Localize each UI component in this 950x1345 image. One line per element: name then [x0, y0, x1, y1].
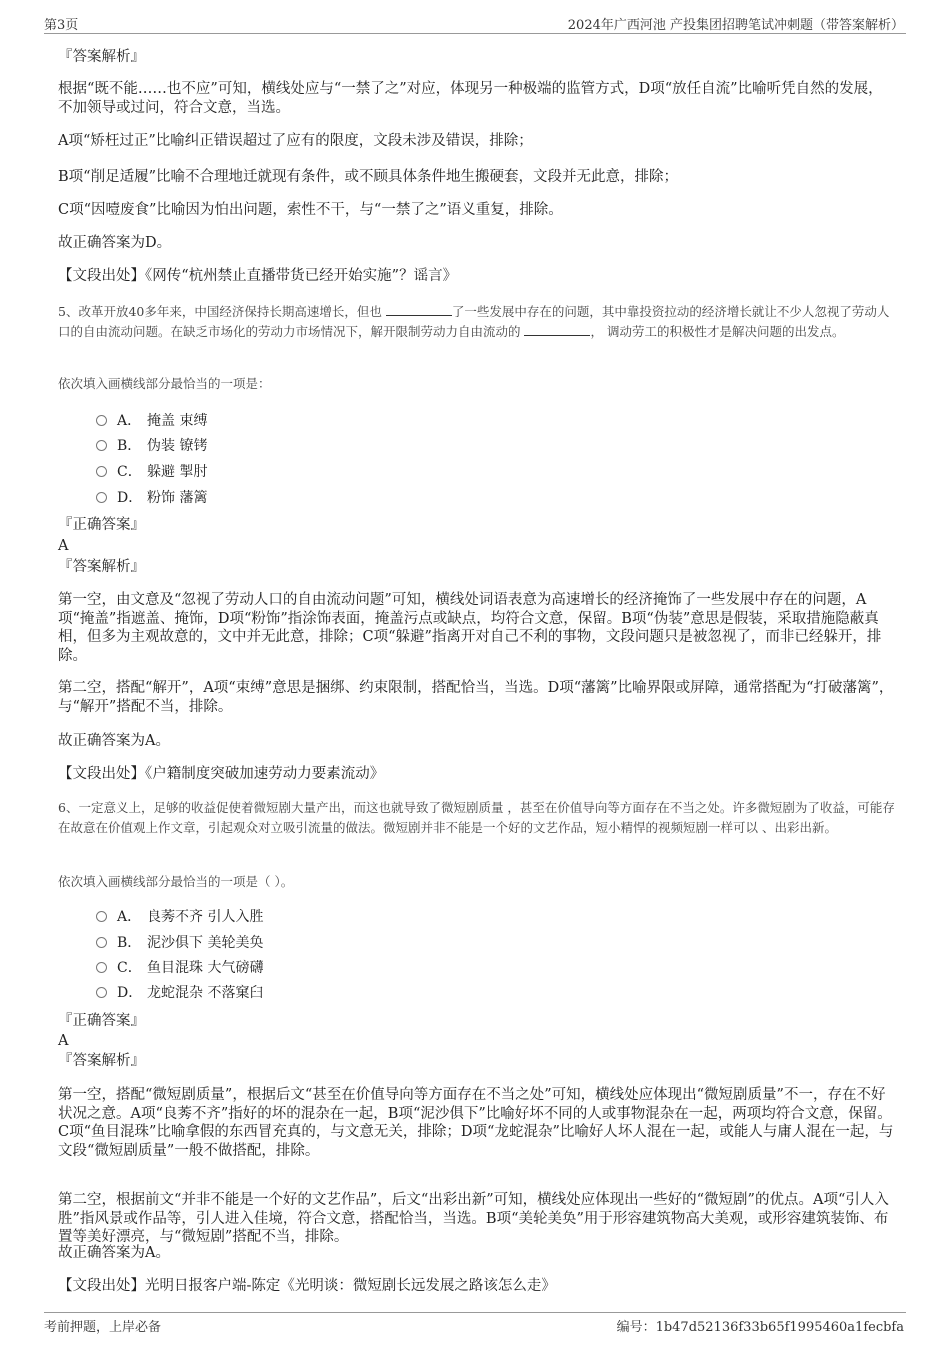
radio-icon[interactable] [96, 911, 107, 922]
q4-source: 【文段出处】《网传“杭州禁止直播带货已经开始实施”？谣言》 [58, 268, 458, 284]
q5-analysis-p1: 第一空，由文意及“忽视了劳动人口的自由流动问题”可知，横线处词语表意为高速增长的经济掩饰了一些发展中存在的问题，A项“掩盖”指遮盖、掩饰，D项“粉饰”指涂饰表面，掩盖污点或缺点，均符合文意，保留。B项“伪装”意思是假装，采取措施隐蔽真相，但多为主观故意的，文中并无此意，排除；C项“躲避”指离开对自己不利的事物，文段问题只是被忽视了，而非已经躲开，排除。 [58, 592, 882, 664]
q6-conclusion: 故正确答案为A。 [58, 1245, 170, 1261]
radio-icon[interactable] [96, 987, 107, 998]
q5-blank-1 [386, 303, 452, 316]
q4-analysis-p4: C项“因噎废食”比喻因为怕出问题，索性不干，与“一禁了之”语义重复，排除。 [58, 202, 563, 218]
q5-prompt: 依次填入画横线部分最恰当的一项是： [58, 376, 271, 391]
q5-option-a[interactable]: A． 掩盖 束缚 [96, 412, 207, 430]
q4-analysis-label: 『答案解析』 [58, 49, 145, 65]
q5-stem-part-c: ， 调动劳工的积极性才是解决问题的出发点。 [590, 324, 845, 339]
q5-source: 【文段出处】《户籍制度突破加速劳动力要素流动》 [58, 766, 385, 782]
q5-correct-label: 『正确答案』 [58, 517, 145, 533]
q6-option-d[interactable]: D． 龙蛇混杂 不落窠臼 [96, 984, 263, 1002]
q6-analysis-p2: 第二空，根据前文“并非不能是一个好的文艺作品”，后文“出彩出新”可知，横线处应体现出一些好的“微短剧”的优点。A项“引人入胜”指风景或作品等，引人进入佳境，符合文意，搭配恰当，当选。B项“美轮美奂”用于形容建筑物高大美观，或形容建筑装饰、布置等美好漂亮，与“微短剧”搭配不当，排除。 [58, 1192, 889, 1245]
q6-prompt: 依次填入画横线部分最恰当的一项是（ ）。 [58, 874, 294, 889]
document-title: 2024年广西河池 产投集团招聘笔试冲刺题（带答案解析） [567, 18, 904, 33]
q5-blank-2 [524, 323, 590, 336]
radio-icon[interactable] [96, 466, 107, 477]
q5-stem-part-a: 5、改革开放40多年来，中国经济保持长期高速增长，但也 [58, 304, 386, 319]
radio-icon[interactable] [96, 415, 107, 426]
q6-option-a[interactable]: A． 良莠不齐 引人入胜 [96, 908, 263, 926]
document-id: 编号：1b47d52136f33b65f1995460a1fecbfa [616, 1320, 904, 1335]
radio-icon[interactable] [96, 440, 107, 451]
q4-analysis-p3: B项“削足适履”比喻不合理地迁就现有条件，或不顾具体条件地生搬硬套，文段并无此意，排除； [58, 169, 678, 185]
q6-correct-label: 『正确答案』 [58, 1013, 145, 1029]
q4-conclusion: 故正确答案为D。 [58, 235, 172, 251]
q6-option-b[interactable]: B． 泥沙俱下 美轮美奂 [96, 934, 263, 952]
footer-slogan: 考前押题，上岸必备 [44, 1320, 162, 1335]
q6-option-c[interactable]: C． 鱼目混珠 大气磅礴 [96, 959, 263, 977]
q5-option-b[interactable]: B． 伪装 镣铐 [96, 437, 207, 455]
page-number: 第3页 [44, 18, 79, 33]
q5-analysis-label: 『答案解析』 [58, 559, 145, 575]
q5-stem [58, 302, 896, 342]
q6-source: 【文段出处】光明日报客户端-陈定《光明谈：微短剧长远发展之路该怎么走》 [58, 1278, 556, 1294]
footer-divider [44, 1312, 906, 1313]
q5-correct-answer: A [58, 538, 69, 554]
q5-stem-part-b: 了一些发展中存在的问题，其中靠投资拉动的经济增长就让不少人忽视了劳动人口的自由流动问题。在缺乏市场化的劳动力市场情况下，解开限制劳动力自由流动的 [58, 304, 890, 339]
q6-analysis-p1: 第一空，搭配“微短剧质量”，根据后文“甚至在价值导向等方面存在不当之处”可知，横线处应体现出“微短剧质量”不一，存在不好状况之意。A项“良莠不齐”指好的坏的混杂在一起，B项“泥沙俱下”比喻好坏不同的人或事物混杂在一起，两项均符合文意，保留。C项“鱼目混珠”比喻拿假的东西冒充真的，与文意无关，排除；D项“龙蛇混杂”比喻好人坏人混在一起，或能人与庸人混在一起，与文段“微短剧质量”一般不做搭配，排除。 [58, 1087, 894, 1159]
q5-option-d[interactable]: D． 粉饰 藩篱 [96, 489, 207, 507]
q5-option-c[interactable]: C． 躲避 掣肘 [96, 463, 207, 481]
q5-conclusion: 故正确答案为A。 [58, 733, 170, 749]
radio-icon[interactable] [96, 937, 107, 948]
q6-analysis-label: 『答案解析』 [58, 1053, 145, 1069]
q4-analysis-p1: 根据“既不能……也不应”可知，横线处应与“一禁了之”对应，体现另一种极端的监管方式，D项“放任自流”比喻听凭自然的发展，不加领导或过问，符合文意，当选。 [58, 81, 883, 116]
q5-analysis-p2: 第二空，搭配“解开”，A项“束缚”意思是捆绑、约束限制，搭配恰当，当选。D项“藩篱”比喻界限或屏障，通常搭配为“打破藩篱”，与“解开”搭配不当，排除。 [58, 680, 894, 715]
q6-correct-answer: A [58, 1033, 69, 1049]
radio-icon[interactable] [96, 962, 107, 973]
q4-analysis-p2: A项“矫枉过正”比喻纠正错误超过了应有的限度，文段未涉及错误，排除； [58, 133, 533, 149]
q6-stem: 6、一定意义上，足够的收益促使着微短剧大量产出，而这也就导致了微短剧质量 ，甚至在价值导向等方面存在不当之处。许多微短剧为了收益，可能存在故意在价值观上作文章，引起观众对立吸引流量的做法。微短剧并非不能是一个好的文艺作品，短小精悍的视频短剧一样可以 、出彩出新。 [58, 800, 895, 835]
header-divider [44, 33, 906, 34]
radio-icon[interactable] [96, 492, 107, 503]
